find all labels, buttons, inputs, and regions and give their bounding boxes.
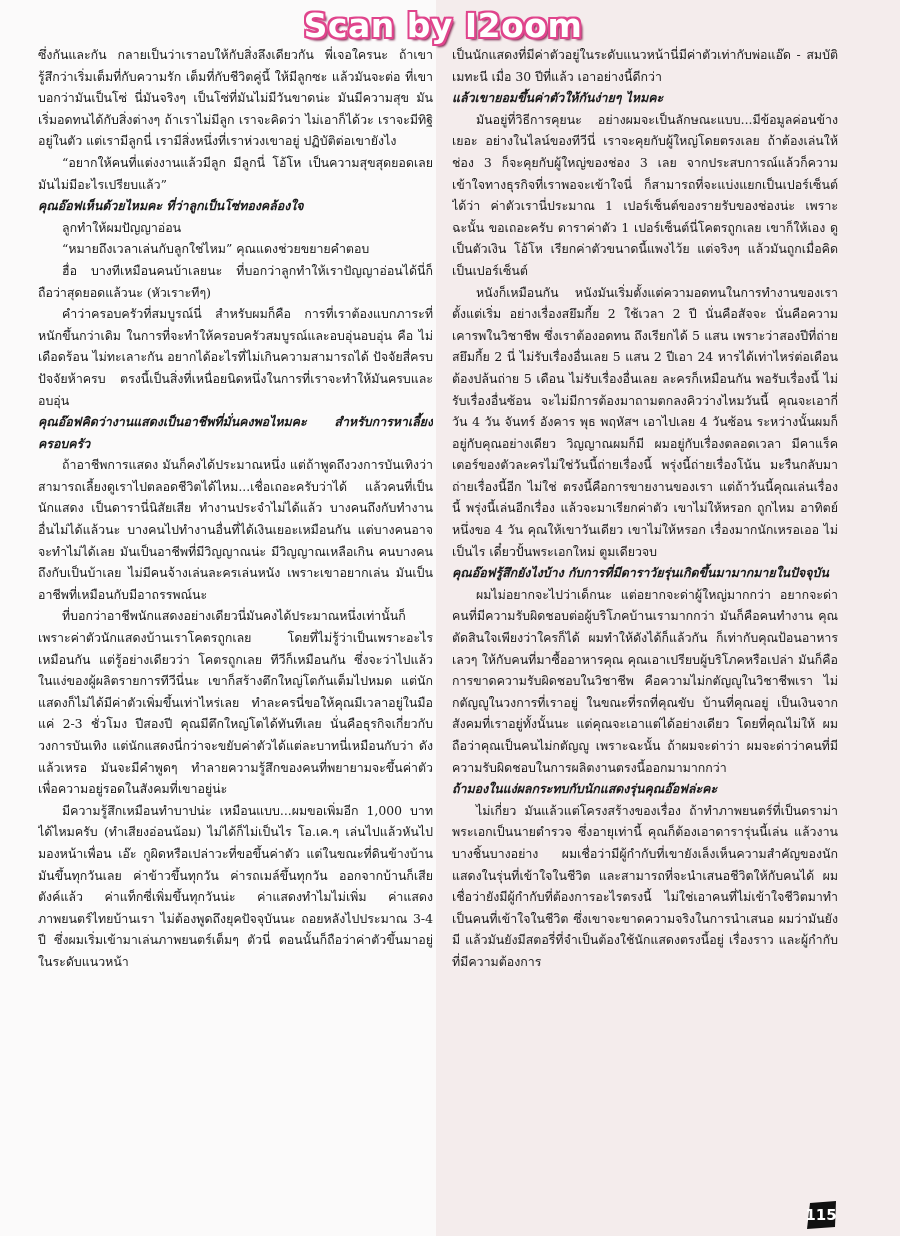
interview-question: คุณอ๊อฟรู้สึกยังไงบ้าง กับการที่มีดาราวัยรุ่นเกิดขึ้นมามากมายในปัจจุบัน (452, 565, 829, 581)
right-column (452, 44, 838, 1194)
paragraph: มันอยู่ที่วิธีการคุยนะ อย่างผมจะเป็นลักษณะแบบ...มีข้อมูลค่อนข้างเยอะ อย่างในไลน์ของทีวีนี่ เราจะคุยกับผู้ใหญ่โดยตรงเลย ถ้าต้องเล่นให้ช่อง 3 ก็จะคุยกับผู้ใหญ่ของช่อง 3 เลย จากประสบการณ์แล้วก็ความเข้าใจทางธุรกิจที่เราพอจะเข้าใจนี่ ก็สามารถที่จะแบ่งแยกเป็นเปอร์เซ็นต์ได้ว่า ค่าตัวเรานี่ประมาณ 1 เปอร์เซ็นต์ของรายรับของช่องน่ะ เพราะฉะนั้น ขอเถอะครับ ดาราค่าตัว 1 เปอร์เซ็นต์นี่โคตรถูกเลย เขาก็ให้เอง ดูเป็นตัวเงิน โอ้โห เรียกค่าตัวขนาดนี้แพงไว้ย แต่จริงๆ แล้วมันถูกเมื่อคิดเป็นเปอร์เซ็นต์ (452, 111, 838, 278)
scan-watermark: Scan by I2oom (303, 6, 583, 45)
paragraph: ผมไม่อยากจะไปว่าเด็กนะ แต่อยากจะด่าผู้ใหญ่มากกว่า อยากจะด่าคนที่มีความรับผิดชอบต่อผู้บริโภคบ้านเรามากกว่า มันก็คือคนทำงาน คุณตัดสินใจเพียงว่าใครก็ได้ ผมทำให้ดังได้ก็แล้วกัน ก็เท่ากับคุณป้อนอาหารเลวๆ ให้กับคนที่มาซื้ออาหารคุณ คุณเอาเปรียบผู้บริโภคหรือเปล่า มันก็คือการขาดความรับผิดชอบในวิชาชีพ คือความไม่กตัญญูในวิชาชีพเรา ไม่กตัญญูในวงการที่เราอยู่ ในขณะที่รถที่คุณขับ บ้านที่คุณอยู่ เป็นเงินจากสังคมที่เราอยู่ทั้งนั้นนะ แต่คุณจะเอาแต่ได้อย่างเดียว โดยที่คุณไม่ให้ ผมถือว่าคุณเป็นคนไม่กตัญญู เพราะฉะนั้น ถ้าผมจะด่าว่า ผมจะด่าว่าคนที่มีความรับผิดชอบในการผลิตงานตรงนี้ออกมามากกว่า (452, 586, 838, 775)
quote-paragraph: “หมายถึงเวลาเล่นกับลูกใช่ไหม” คุณแดงช่วยขยายคำตอบ (62, 241, 370, 257)
paragraph: ฮื่อ บางทีเหมือนคนบ้าเลยนะ ที่บอกว่าลูกทำให้เราปัญญาอ่อนได้นี่ก็ถือว่าสุดยอดแล้วนะ (หัวเราะทีๆ) (38, 262, 433, 300)
left-column (38, 44, 433, 1224)
page-number: 115 (805, 1206, 837, 1224)
paragraph: ที่บอกว่าอาชีพนักแสดงอย่างเดียวนี่มันคงได้ประมาณหนึ่งเท่านั้นก็เพราะค่าตัวนักแสดงบ้านเราโคตรถูกเลย โดยที่ไม่รู้ว่าเป็นเพราะอะไรเหมือนกัน แต่รู้อย่างเดียวว่า โคตรถูกเลย ทีวีก็เหมือนกัน ซึ่งจะว่าไปแล้ว ในแง่ของผู้ผลิตรายการทีวีนี่นะ เขาก็สร้างตึกใหญ่โตกันเต็มไปหมด แต่นักแสดงก็ไม่ได้มีค่าตัวเพิ่มขึ้นเท่าไหร่เลย ทำละครนี่ขอให้คุณมีเวลาอยู่ในมือแค่ 2-3 ชั่วโมง ปีสองปี คุณมีตึกใหญ่โตได้ทันทีเลย นั่นคือธุรกิจเกี่ยวกับวงการบันเทิง แต่นักแสดงนี่กว่าจะขยับค่าตัวได้แต่ละบาทนี่เหมือนกับว่า ดังแล้วเหรอ มันจะมีคำพูดๆ ทำลายความรู้สึกของคนที่พยายามจะขึ้นค่าตัวเพื่อความอยู่รอดในสังคมที่เขาอยู่น่ะ (38, 608, 433, 797)
paragraph: เป็นนักแสดงที่มีค่าตัวอยู่ในระดับแนวหน้านี่มีค่าตัวเท่ากับพ่อแอ๊ด - สมบัติ เมทะนี เมื่อ 30 ปีที่แล้ว เอาอย่างนี้ดีกว่า (452, 47, 838, 84)
paragraph: ถ้าอาชีพการแสดง มันก็คงได้ประมาณหนึ่ง แต่ถ้าพูดถึงวงการบันเทิงว่าสามารถเลี้ยงดูเราไปตลอดชีวิตได้ไหม...เชื่อเถอะครับว่าได้ แล้วคนที่เป็นนักแสดง เป็นดารานี่นิสัยเสีย ทำงานประจำไม่ได้แล้ว บางคนถึงกับทำงานอื่นไม่ได้แล้วนะ บางคนไปทำงานอื่นที่ได้เงินเยอะเหมือนกัน แต่บางคนอาจจะทำไม่ได้เลย มันเป็นอาชีพที่มีวิญญาณน่ะ มีวิญญาณเหลือเกิน คนบางคนถึงกับเป็นบ้าเลย ไม่มีคนจ้างเล่นละครเล่นหนัง เพราะเขาอยากเล่น มันเป็นอาชีพที่เหมือนกับมีอาถรรพณ์นะ (38, 457, 433, 602)
paragraph: ซึ่งกันและกัน กลายเป็นว่าเราอบให้กับสิ่งลึงเดียวกัน พี่เจอใครนะ ถ้าเขารู้สึกว่าเริ่มเต็มที่กับความรัก เต็มที่กับชีวิตคู่นี้ ให้มีลูกซะ แล้วมันจะต่อ ที่เขาบอกว่ามันเป็นโซ่ นี่มันจริงๆ เป็นโซ่ที่มันไม่มีวันขาดน่ะ มันมีความสุข มันเริ่มอดทนได้กับสิ่งต่างๆ ถ้าเราไม่มีลูก เราจะคิดว่า ไม่เอาก็ได้วะ เราจะมีทิฐิอยู่ในตัว แต่เรามีลูกนี่ เรามีสิ่งหนึ่งที่เราห่วงเขาอยู่ ปฏิบัติต่อเขายังไง (38, 47, 433, 149)
quote-paragraph: “อยากให้คนที่แต่งงานแล้วมีลูก มีลูกนี่ โอ้โห เป็นความสุขสุดยอดเลย มันไม่มีอะไรเปรียบแล้ว” (38, 154, 433, 192)
paragraph: คำว่าครอบครัวที่สมบูรณ์นี่ สำหรับผมก็คือ การที่เราต้องแบกภาระที่หนักขึ้นกว่าเดิม ในการที่จะทำให้ครอบครัวสมบูรณ์และอบอุ่นอบอุ่น คือ ไม่เดือดร้อน ไม่ทะเลาะกัน อยากได้อะไรที่ไม่เกินความสามารถได้ ปัจจัยสี่ครบ ปัจจัยห้าครบ ตรงนี้เป็นสิ่งที่เหนื่อยนิดหนึ่งในการที่เราจะทำให้มันครบและอบอุ่น (38, 306, 433, 408)
paragraph: ไม่เกี่ยว มันแล้วแต่โครงสร้างของเรื่อง ถ้าทำภาพยนตร์ที่เป็นดราม่า พระเอกเป็นนายตำรวจ ซึ่งอายุเท่านี้ คุณก็ต้องเอาดารารุ่นนี้เล่น แล้วงานบางชิ้นบางอย่าง ผมเชื่อว่ามีผู้กำกับที่เขายังเล็งเห็นความสำคัญของนักแสดงในรุ่นที่เข้าใจในชีวิต และสามารถที่จะนำเสนอชีวิตให้กับคนได้ ผมเชื่อว่ายังมีผู้กำกับที่ต้องการอะไรตรงนี้ ไม่ใช่เอาคนที่ไม่เข้าใจชีวิตมาทำเป็นคนที่เข้าใจในชีวิต ซึ่งเขาจะขาดความจริงในการนำเสนอ ผมว่ามันยังมี แล้วมันยังมีสตอรี่ที่จำเป็นต้องใช้นักแสดงตรงนี้อยู่ เรื่องราว และผู้กำกับที่มีความต้องการ (452, 802, 838, 969)
paragraph: ลูกทำให้ผมปัญญาอ่อน (62, 219, 182, 235)
interview-question: คุณอ๊อฟคิดว่างานแสดงเป็นอาชีพที่มั่นคงพอไหมคะ สำหรับการหาเลี้ยงครอบครัว (38, 414, 433, 451)
interview-question: คุณอ๊อฟเห็นด้วยไหมคะ ที่ว่าลูกเป็นโซ่ทองคล้องใจ (38, 198, 304, 214)
paragraph: หนังก็เหมือนกัน หนังมันเริ่มตั้งแต่ความอดทนในการทำงานของเราตั้งแต่เริ่ม อย่างเรื่องสยึมกี้ย 2 ใช้เวลา 2 ปี นั่นคือสัจจะ นั่นคือความเคารพในวิชาชีพ ซึ่งเราต้องอดทน ถึงเรียกได้ 5 แสน เพราะว่าสองปีที่ถ่ายสยึมกี้ย 2 นี่ ไม่รับเรื่องอื่นเลย 5 แสน 2 ปีเอา 24 หารได้เท่าไหร่ต่อเดือน ต้องปล้นถ่าย 5 เดือน ไม่รับเรื่องอื่นเลย ละครก็เหมือนกัน พอรับเรื่องนี้ ไม่รับเรื่องอื่นซ้อน จะไม่มีการต้องมาถามตกลงคิวว่างไหมวันนี้ คุณจะเอากี่วัน 4 วัน จันทร์ อังคาร พุธ พฤหัสฯ เอาไปเลย 4 วันซ้อน ระหว่างนั้นผมก็อยู่กับคุณอย่างเดียว วิญญาณผมก็มี ผมอยู่กับเรื่องตลอดเวลา มีคาแร็คเตอร์ของตัวละครไม่ใช่วันนี้ถ่ายเรื่องนี้ พรุ่งนี้ถ่ายเรื่องโน้น มะรืนกลับมาถ่ายเรื่องนี้อีก ไม่ใช่ ตรงนี้คือการขายงานของเรา แต่ถ้าวันนี้คุณเล่นเรื่องนี้ พรุ่งนี้เล่นอีกเรื่อง แล้วจะมาเรียกค่าตัว เขาไม่ให้หรอก ถูกไหม อาทิตย์หนึ่งขอ 4 วัน คุณให้เขาวันเดียว เขาไม่ให้หรอก เรื่องมากนักเหรอเออ ไม่เป็นไร เดี๋ยวปั้นพระเอกใหม่ ตูมเดียวจบ (452, 284, 838, 559)
interview-question: ถ้ามองในแง่ผลกระทบกับนักแสดงรุ่นคุณอ๊อฟล่ะคะ (452, 781, 718, 797)
interview-question: แล้วเขายอมขึ้นค่าตัวให้กันง่ายๆ ไหมคะ (452, 90, 664, 106)
paragraph: มีความรู้สึกเหมือนทำบาปน่ะ เหมือนแบบ...ผมขอเพิ่มอีก 1,000 บาท ได้ไหมครับ (ทำเสียงอ่อนน้อม) ไม่ได้ก็ไม่เป็นไร โอ.เค.ๆ เล่นไปแล้วหันไปมองหน้าเพื่อน เอ๊ะ กูผิดหรือเปล่าวะที่ขอขึ้นค่าตัว แต่ในขณะที่ดินข้างบ้านมันขึ้นทุกวันเลย ค่าข้าวขึ้นทุกวัน ค่ารถเมล์ขึ้นทุกวัน ออกจากบ้านก็เสียตังค์แล้ว ค่าแท็กซี่เพิ่มขึ้นทุกวันน่ะ ค่าแสดงทำไมไม่เพิ่ม ค่าแสดงภาพยนตร์ไทยบ้านเรา ไม่ต้องพูดถึงยุคปัจจุบันนะ ถอยหลังไปประมาณ 3-4 ปี ซึ่งผมเริ่มเข้ามาเล่นภาพยนตร์เต็มๆ ตัวนี่ ตอนนั้นก็ถือว่าค่าตัวขึ้นมาอยู่ในระดับแนวหน้า (38, 802, 433, 969)
